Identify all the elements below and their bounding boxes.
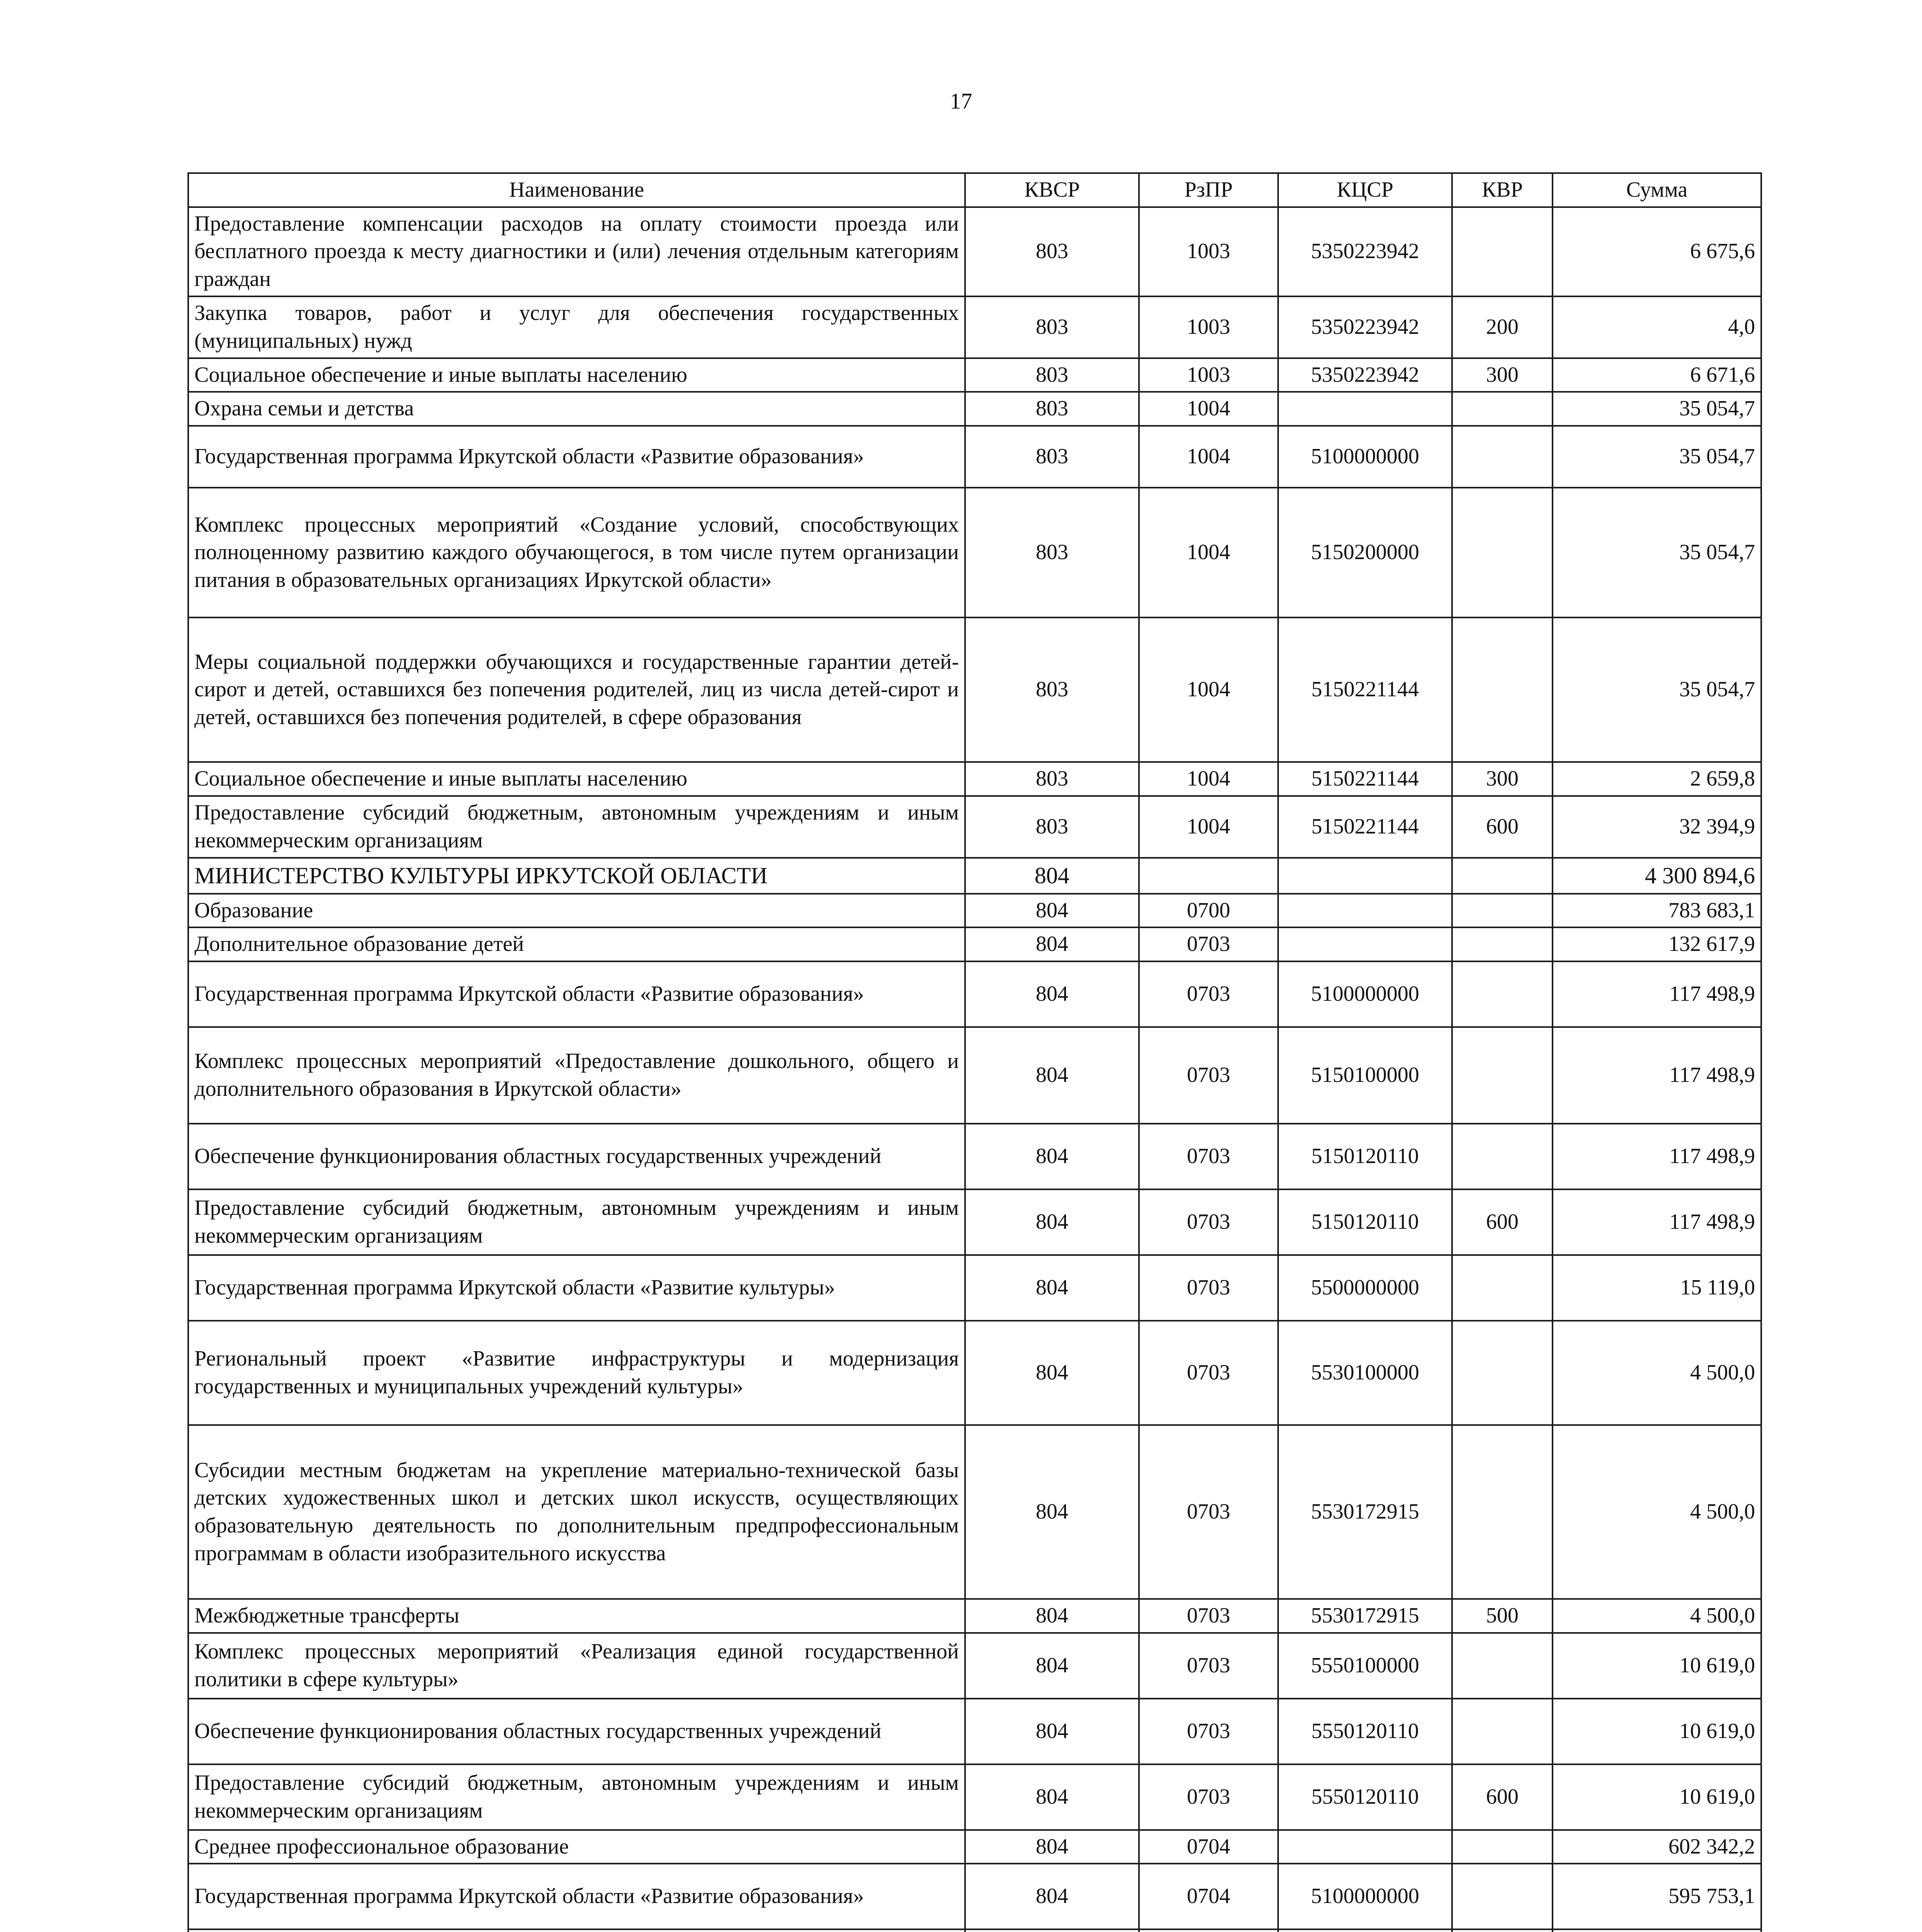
cell-kvr bbox=[1452, 1425, 1553, 1599]
cell-kcsr: 5150200000 bbox=[1278, 488, 1452, 617]
cell-kcsr: 5350223942 bbox=[1278, 207, 1452, 296]
header-name: Наименование bbox=[188, 173, 965, 207]
cell-kvr bbox=[1452, 1830, 1553, 1864]
cell-kcsr: 5550120110 bbox=[1278, 1764, 1452, 1830]
header-kvr: КВР bbox=[1452, 173, 1553, 207]
cell-kvsr: 804 bbox=[965, 1599, 1139, 1633]
table-row bbox=[188, 1699, 1761, 1764]
cell-kvsr: 804 bbox=[965, 1830, 1139, 1864]
cell-name: Меры социальной поддержки обучающихся и государственные гарантии детей-сирот и детей, оставшихся без попечения родителей, лиц из числа детей-сирот и детей, оставшихся без попечения родителей, в сфере образования bbox=[188, 617, 965, 762]
cell-sum: 6 671,6 bbox=[1553, 358, 1761, 392]
cell-kcsr: 5530100000 bbox=[1278, 1321, 1452, 1425]
table-row bbox=[188, 1425, 1761, 1599]
cell-kcsr: 5350223942 bbox=[1278, 358, 1452, 392]
cell-kvr bbox=[1452, 1321, 1553, 1425]
cell-kvsr: 804 bbox=[965, 961, 1139, 1027]
cell-sum: 783 683,1 bbox=[1553, 894, 1761, 928]
cell-kvsr bbox=[965, 1929, 1139, 1932]
cell-kvsr: 803 bbox=[965, 796, 1139, 858]
cell-rzpr: 1003 bbox=[1139, 207, 1278, 296]
cell-rzpr: 1004 bbox=[1139, 762, 1278, 796]
cell-kvsr: 804 bbox=[965, 1321, 1139, 1425]
cell-name: Государственная программа Иркутской области «Развитие образования» bbox=[188, 1864, 965, 1929]
table-row bbox=[188, 488, 1761, 617]
cell-kvr bbox=[1452, 1929, 1553, 1932]
cell-rzpr: 1003 bbox=[1139, 358, 1278, 392]
table-row bbox=[188, 894, 1761, 928]
cell-rzpr: 0703 bbox=[1139, 1764, 1278, 1830]
table-row bbox=[188, 961, 1761, 1027]
table-row bbox=[188, 1633, 1761, 1699]
cell-kvr bbox=[1452, 1027, 1553, 1124]
cell-kcsr: 5150221144 bbox=[1278, 762, 1452, 796]
cell-kvsr: 804 bbox=[965, 1027, 1139, 1124]
table-row bbox=[188, 207, 1761, 296]
cell-kcsr bbox=[1278, 1929, 1452, 1932]
cell-kvr: 300 bbox=[1452, 762, 1553, 796]
cell-kvr bbox=[1452, 894, 1553, 928]
cell-rzpr: 1004 bbox=[1139, 796, 1278, 858]
cell-kcsr bbox=[1278, 858, 1452, 894]
cell-kcsr: 5550100000 bbox=[1278, 1633, 1452, 1699]
cell-kvr bbox=[1452, 1699, 1553, 1764]
cell-rzpr: 0703 bbox=[1139, 1255, 1278, 1321]
cell-rzpr bbox=[1139, 1929, 1278, 1932]
cell-name: Образование bbox=[188, 894, 965, 928]
cell-rzpr: 0703 bbox=[1139, 961, 1278, 1027]
cell-sum: 117 498,9 bbox=[1553, 1124, 1761, 1189]
cell-kcsr: 5530172915 bbox=[1278, 1425, 1452, 1599]
table-row bbox=[188, 858, 1761, 894]
cell-name: Предоставление субсидий бюджетным, автономным учреждениям и иным некоммерческим организациям bbox=[188, 1764, 965, 1830]
cell-kvsr: 804 bbox=[965, 927, 1139, 961]
header-sum: Сумма bbox=[1553, 173, 1761, 207]
cell-sum: 4 500,0 bbox=[1553, 1321, 1761, 1425]
table-row bbox=[188, 392, 1761, 426]
cell-kvsr: 803 bbox=[965, 762, 1139, 796]
cell-kvsr: 804 bbox=[965, 1764, 1139, 1830]
page-number: 17 bbox=[950, 88, 972, 114]
table-row bbox=[188, 1864, 1761, 1929]
table-row bbox=[188, 762, 1761, 796]
table-row bbox=[188, 796, 1761, 858]
cell-kvsr: 804 bbox=[965, 1189, 1139, 1255]
cell-kcsr: 5550120110 bbox=[1278, 1699, 1452, 1764]
cell-kvr: 600 bbox=[1452, 1189, 1553, 1255]
cell-rzpr: 1003 bbox=[1139, 296, 1278, 358]
cell-rzpr: 0704 bbox=[1139, 1830, 1278, 1864]
cell-name: Субсидии местным бюджетам на укрепление материально-технической базы детских художественных школ и детских школ искусств, осуществляющих образовательную деятельность по дополнительным предпрофессиональным программам в области изобразительного искусства bbox=[188, 1425, 965, 1599]
cell-name: МИНИСТЕРСТВО КУЛЬТУРЫ ИРКУТСКОЙ ОБЛАСТИ bbox=[188, 858, 965, 894]
cell-name: Комплекс процессных мероприятий «Предоставление дошкольного, общего и дополнительного образования в Иркутской области» bbox=[188, 1027, 965, 1124]
cell-name: Комплекс процессных мероприятий «Создание условий, способствующих полноценному развитию каждого обучающегося, в том числе путем организации питания в образовательных организациях Иркутской области» bbox=[188, 488, 965, 617]
table-row bbox=[188, 296, 1761, 358]
cell-sum: 117 498,9 bbox=[1553, 1189, 1761, 1255]
cell-kcsr: 5100000000 bbox=[1278, 1864, 1452, 1929]
cell-rzpr: 1004 bbox=[1139, 426, 1278, 488]
cell-kvsr: 803 bbox=[965, 207, 1139, 296]
cell-kcsr: 5150221144 bbox=[1278, 796, 1452, 858]
cell-sum: 117 498,9 bbox=[1553, 961, 1761, 1027]
cell-kvr: 500 bbox=[1452, 1599, 1553, 1633]
cell-rzpr: 0703 bbox=[1139, 1599, 1278, 1633]
header-rzpr: РзПР bbox=[1139, 173, 1278, 207]
cell-kvsr: 804 bbox=[965, 1124, 1139, 1189]
cell-name: Обеспечение функционирования областных государственных учреждений bbox=[188, 1699, 965, 1764]
cell-name: Социальное обеспечение и иные выплаты населению bbox=[188, 358, 965, 392]
table-row bbox=[188, 1124, 1761, 1189]
cell-kvsr: 804 bbox=[965, 1255, 1139, 1321]
cell-sum: 35 054,7 bbox=[1553, 617, 1761, 762]
cell-kcsr: 5100000000 bbox=[1278, 961, 1452, 1027]
cell-rzpr: 0704 bbox=[1139, 1864, 1278, 1929]
cell-rzpr: 0703 bbox=[1139, 1699, 1278, 1764]
cell-kvr bbox=[1452, 961, 1553, 1027]
cell-rzpr: 1004 bbox=[1139, 617, 1278, 762]
cell-rzpr: 0703 bbox=[1139, 1633, 1278, 1699]
cell-kcsr: 5500000000 bbox=[1278, 1255, 1452, 1321]
cell-sum: 10 619,0 bbox=[1553, 1764, 1761, 1830]
cell-kvsr: 804 bbox=[965, 1633, 1139, 1699]
cell-kvsr: 803 bbox=[965, 426, 1139, 488]
cell-sum: 35 054,7 bbox=[1553, 488, 1761, 617]
cell-kcsr: 5530172915 bbox=[1278, 1599, 1452, 1633]
cell-kcsr: 5350223942 bbox=[1278, 296, 1452, 358]
cell-rzpr: 0700 bbox=[1139, 894, 1278, 928]
table-row bbox=[188, 1764, 1761, 1830]
cell-rzpr: 0703 bbox=[1139, 1425, 1278, 1599]
cell-sum: 32 394,9 bbox=[1553, 796, 1761, 858]
cell-kvr bbox=[1452, 1255, 1553, 1321]
cell-kvsr: 804 bbox=[965, 1864, 1139, 1929]
cell-sum: 4 500,0 bbox=[1553, 1425, 1761, 1599]
cell-name: Среднее профессиональное образование bbox=[188, 1830, 965, 1864]
cell-rzpr: 0703 bbox=[1139, 1189, 1278, 1255]
table-row bbox=[188, 1255, 1761, 1321]
table-row bbox=[188, 1929, 1761, 1932]
cell-kvr: 600 bbox=[1452, 796, 1553, 858]
cell-sum: 595 753,1 bbox=[1553, 1864, 1761, 1929]
cell-name: Дополнительное образование детей bbox=[188, 927, 965, 961]
cell-kvsr: 804 bbox=[965, 1699, 1139, 1764]
cell-rzpr: 1004 bbox=[1139, 488, 1278, 617]
cell-kvr bbox=[1452, 488, 1553, 617]
cell-kvr bbox=[1452, 617, 1553, 762]
table-row bbox=[188, 358, 1761, 392]
cell-rzpr: 0703 bbox=[1139, 1027, 1278, 1124]
cell-rzpr: 1004 bbox=[1139, 392, 1278, 426]
cell-rzpr: 0703 bbox=[1139, 1321, 1278, 1425]
table-row bbox=[188, 1599, 1761, 1633]
cell-name: Предоставление субсидий бюджетным, автономным учреждениям и иным некоммерческим организациям bbox=[188, 796, 965, 858]
cell-sum: 132 617,9 bbox=[1553, 927, 1761, 961]
cell-sum: 2 659,8 bbox=[1553, 762, 1761, 796]
cell-kvsr: 804 bbox=[965, 894, 1139, 928]
cell-kvr: 600 bbox=[1452, 1764, 1553, 1830]
cell-kvsr: 803 bbox=[965, 392, 1139, 426]
cell-name: Охрана семьи и детства bbox=[188, 392, 965, 426]
cell-kvsr: 803 bbox=[965, 296, 1139, 358]
cell-sum: 15 119,0 bbox=[1553, 1255, 1761, 1321]
cell-rzpr: 0703 bbox=[1139, 1124, 1278, 1189]
cell-sum bbox=[1553, 1929, 1761, 1932]
cell-kvr: 200 bbox=[1452, 296, 1553, 358]
table-row bbox=[188, 927, 1761, 961]
cell-kvr bbox=[1452, 858, 1553, 894]
cell-name: Государственная программа Иркутской области «Развитие культуры» bbox=[188, 1255, 965, 1321]
cell-name: Социальное обеспечение и иные выплаты населению bbox=[188, 762, 965, 796]
table-row bbox=[188, 1321, 1761, 1425]
cell-kcsr bbox=[1278, 1830, 1452, 1864]
table-row bbox=[188, 617, 1761, 762]
cell-kcsr: 5150120110 bbox=[1278, 1189, 1452, 1255]
cell-kcsr: 5150120110 bbox=[1278, 1124, 1452, 1189]
cell-name: Предоставление компенсации расходов на оплату стоимости проезда или бесплатного проезда к месту диагностики и (или) лечения отдельным категориям граждан bbox=[188, 207, 965, 296]
header-kcsr: КЦСР bbox=[1278, 173, 1452, 207]
cell-kcsr: 5150100000 bbox=[1278, 1027, 1452, 1124]
cell-name bbox=[188, 1929, 965, 1932]
cell-kvsr: 803 bbox=[965, 358, 1139, 392]
table-row bbox=[188, 1027, 1761, 1124]
cell-name: Межбюджетные трансферты bbox=[188, 1599, 965, 1633]
table-row bbox=[188, 1189, 1761, 1255]
cell-kvr bbox=[1452, 1633, 1553, 1699]
cell-sum: 35 054,7 bbox=[1553, 392, 1761, 426]
budget-table bbox=[187, 172, 1762, 1932]
cell-sum: 4 300 894,6 bbox=[1553, 858, 1761, 894]
cell-name: Региональный проект «Развитие инфраструктуры и модернизация государственных и муниципальных учреждений культуры» bbox=[188, 1321, 965, 1425]
cell-kvr bbox=[1452, 927, 1553, 961]
cell-sum: 4 500,0 bbox=[1553, 1599, 1761, 1633]
cell-sum: 117 498,9 bbox=[1553, 1027, 1761, 1124]
cell-rzpr: 0703 bbox=[1139, 927, 1278, 961]
table-header bbox=[188, 173, 1761, 207]
cell-kcsr: 5100000000 bbox=[1278, 426, 1452, 488]
header-kvsr: КВСР bbox=[965, 173, 1139, 207]
cell-kvsr: 803 bbox=[965, 488, 1139, 617]
cell-sum: 35 054,7 bbox=[1553, 426, 1761, 488]
cell-sum: 10 619,0 bbox=[1553, 1633, 1761, 1699]
cell-kcsr: 5150221144 bbox=[1278, 617, 1452, 762]
cell-kvsr: 804 bbox=[965, 1425, 1139, 1599]
cell-kcsr bbox=[1278, 894, 1452, 928]
cell-sum: 10 619,0 bbox=[1553, 1699, 1761, 1764]
cell-kvr bbox=[1452, 1124, 1553, 1189]
cell-sum: 4,0 bbox=[1553, 296, 1761, 358]
table-row bbox=[188, 1830, 1761, 1864]
cell-kvr: 300 bbox=[1452, 358, 1553, 392]
cell-sum: 6 675,6 bbox=[1553, 207, 1761, 296]
cell-kvr bbox=[1452, 426, 1553, 488]
cell-name: Предоставление субсидий бюджетным, автономным учреждениям и иным некоммерческим организациям bbox=[188, 1189, 965, 1255]
cell-kcsr bbox=[1278, 392, 1452, 426]
cell-rzpr bbox=[1139, 858, 1278, 894]
cell-kvr bbox=[1452, 1864, 1553, 1929]
cell-name: Государственная программа Иркутской области «Развитие образования» bbox=[188, 961, 965, 1027]
cell-name: Закупка товаров, работ и услуг для обеспечения государственных (муниципальных) нужд bbox=[188, 296, 965, 358]
table-row bbox=[188, 426, 1761, 488]
cell-kvr bbox=[1452, 207, 1553, 296]
cell-kcsr bbox=[1278, 927, 1452, 961]
cell-kvsr: 803 bbox=[965, 617, 1139, 762]
cell-kvsr: 804 bbox=[965, 858, 1139, 894]
cell-sum: 602 342,2 bbox=[1553, 1830, 1761, 1864]
cell-name: Государственная программа Иркутской области «Развитие образования» bbox=[188, 426, 965, 488]
cell-kvr bbox=[1452, 392, 1553, 426]
cell-name: Обеспечение функционирования областных государственных учреждений bbox=[188, 1124, 965, 1189]
header-row bbox=[188, 173, 1761, 207]
table-body bbox=[188, 207, 1761, 1932]
cell-name: Комплекс процессных мероприятий «Реализация единой государственной политики в сфере культуры» bbox=[188, 1633, 965, 1699]
